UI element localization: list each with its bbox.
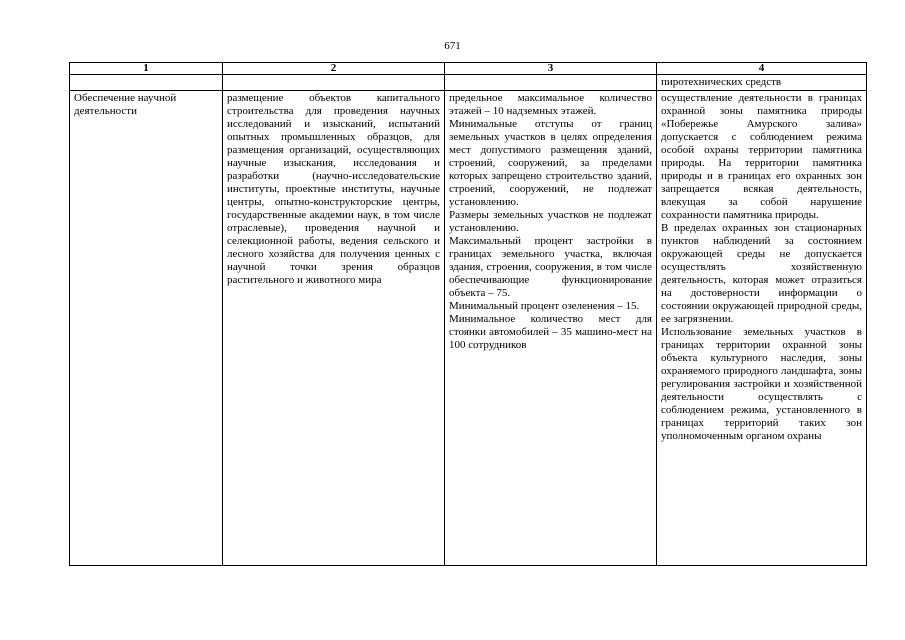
header-col-1: 1: [70, 63, 223, 75]
parameter-coverage: Максимальный процент застройки в границах земельного участка, включая здания, строения, сооружения, в том числе обеспечивающие функционирование объекта – 75.: [449, 235, 652, 299]
activity-description-cell: размещение объектов капитального строительства для проведения научных исследований и изысканий, испытаний опытных промышленных образцов, для размещения организаций, осуществляющих научные изыскания, исследования и разработки (научно-исследовательские институты, проектные институты, научные центры, опытно-конструкторские центры, государственные академии наук, в том числе отраслевые), проведения научной и селекционной работы, ведения сельского и лесного хозяйства для получения ценных с научной точки зрения образцов растительного и животного мира: [223, 91, 445, 566]
restriction-nature-monument: осуществление деятельности в границах охранной зоны памятника природы «Побережье Амурского залива» допускается с соблюдением режима особой охраны территории памятника природы. На территории памятника природы и в границах его охранных зон запрещается всякая деятельность, влекущая за собой нарушение сохранности памятника природы.: [661, 92, 862, 221]
table-row: [70, 91, 867, 566]
continuation-col-1: [70, 75, 223, 91]
continuation-col-2: [223, 75, 445, 91]
parameter-setbacks: Минимальные отступы от границ земельных участков в целях определения мест допустимого размещения зданий, строений, сооружений, за пределами которых запрещено строительство зданий, строений, сооружений, не подлежат установлению.: [449, 118, 652, 208]
parameter-plot-size: Размеры земельных участков не подлежат установлению.: [449, 209, 652, 234]
continuation-col-4: пиротехнических средств: [657, 75, 867, 91]
table-header-row: [70, 63, 867, 75]
restriction-observation-points: В пределах охранных зон стационарных пунктов наблюдений за состоянием окружающей среды не допускается осуществлять хозяйственную деятельность, которая может отразиться на достоверности информации о состоянии окружающей природной среды, ее загрязнении.: [661, 222, 862, 325]
parameter-parking: Минимальное количество мест для стоянки автомобилей – 35 машино-мест на 100 сотрудников: [449, 313, 652, 351]
header-col-3: 3: [445, 63, 657, 75]
restrictions-cell: [657, 91, 867, 566]
parameters-cell: [445, 91, 657, 566]
header-col-4: 4: [657, 63, 867, 75]
header-col-2: 2: [223, 63, 445, 75]
activity-type-cell: Обеспечение научной деятельности: [70, 91, 223, 566]
regulations-table: [69, 62, 867, 566]
continuation-col-3: [445, 75, 657, 91]
parameter-greenery: Минимальный процент озеленения – 15.: [449, 300, 640, 312]
continuation-row: [70, 75, 867, 91]
restriction-cultural-heritage: Использование земельных участков в границах территории охранной зоны объекта культурного наследия, зоны охраняемого природного ландшафта, зоны регулирования застройки и хозяйственной деятельности осуществлять с соблюдением режима, установленного в границах территорий таких зон уполномоченным органом охраны: [661, 326, 862, 442]
parameter-floors: предельное максимальное количество этажей – 10 надземных этажей.: [449, 92, 652, 117]
page-number: 671: [444, 40, 461, 52]
